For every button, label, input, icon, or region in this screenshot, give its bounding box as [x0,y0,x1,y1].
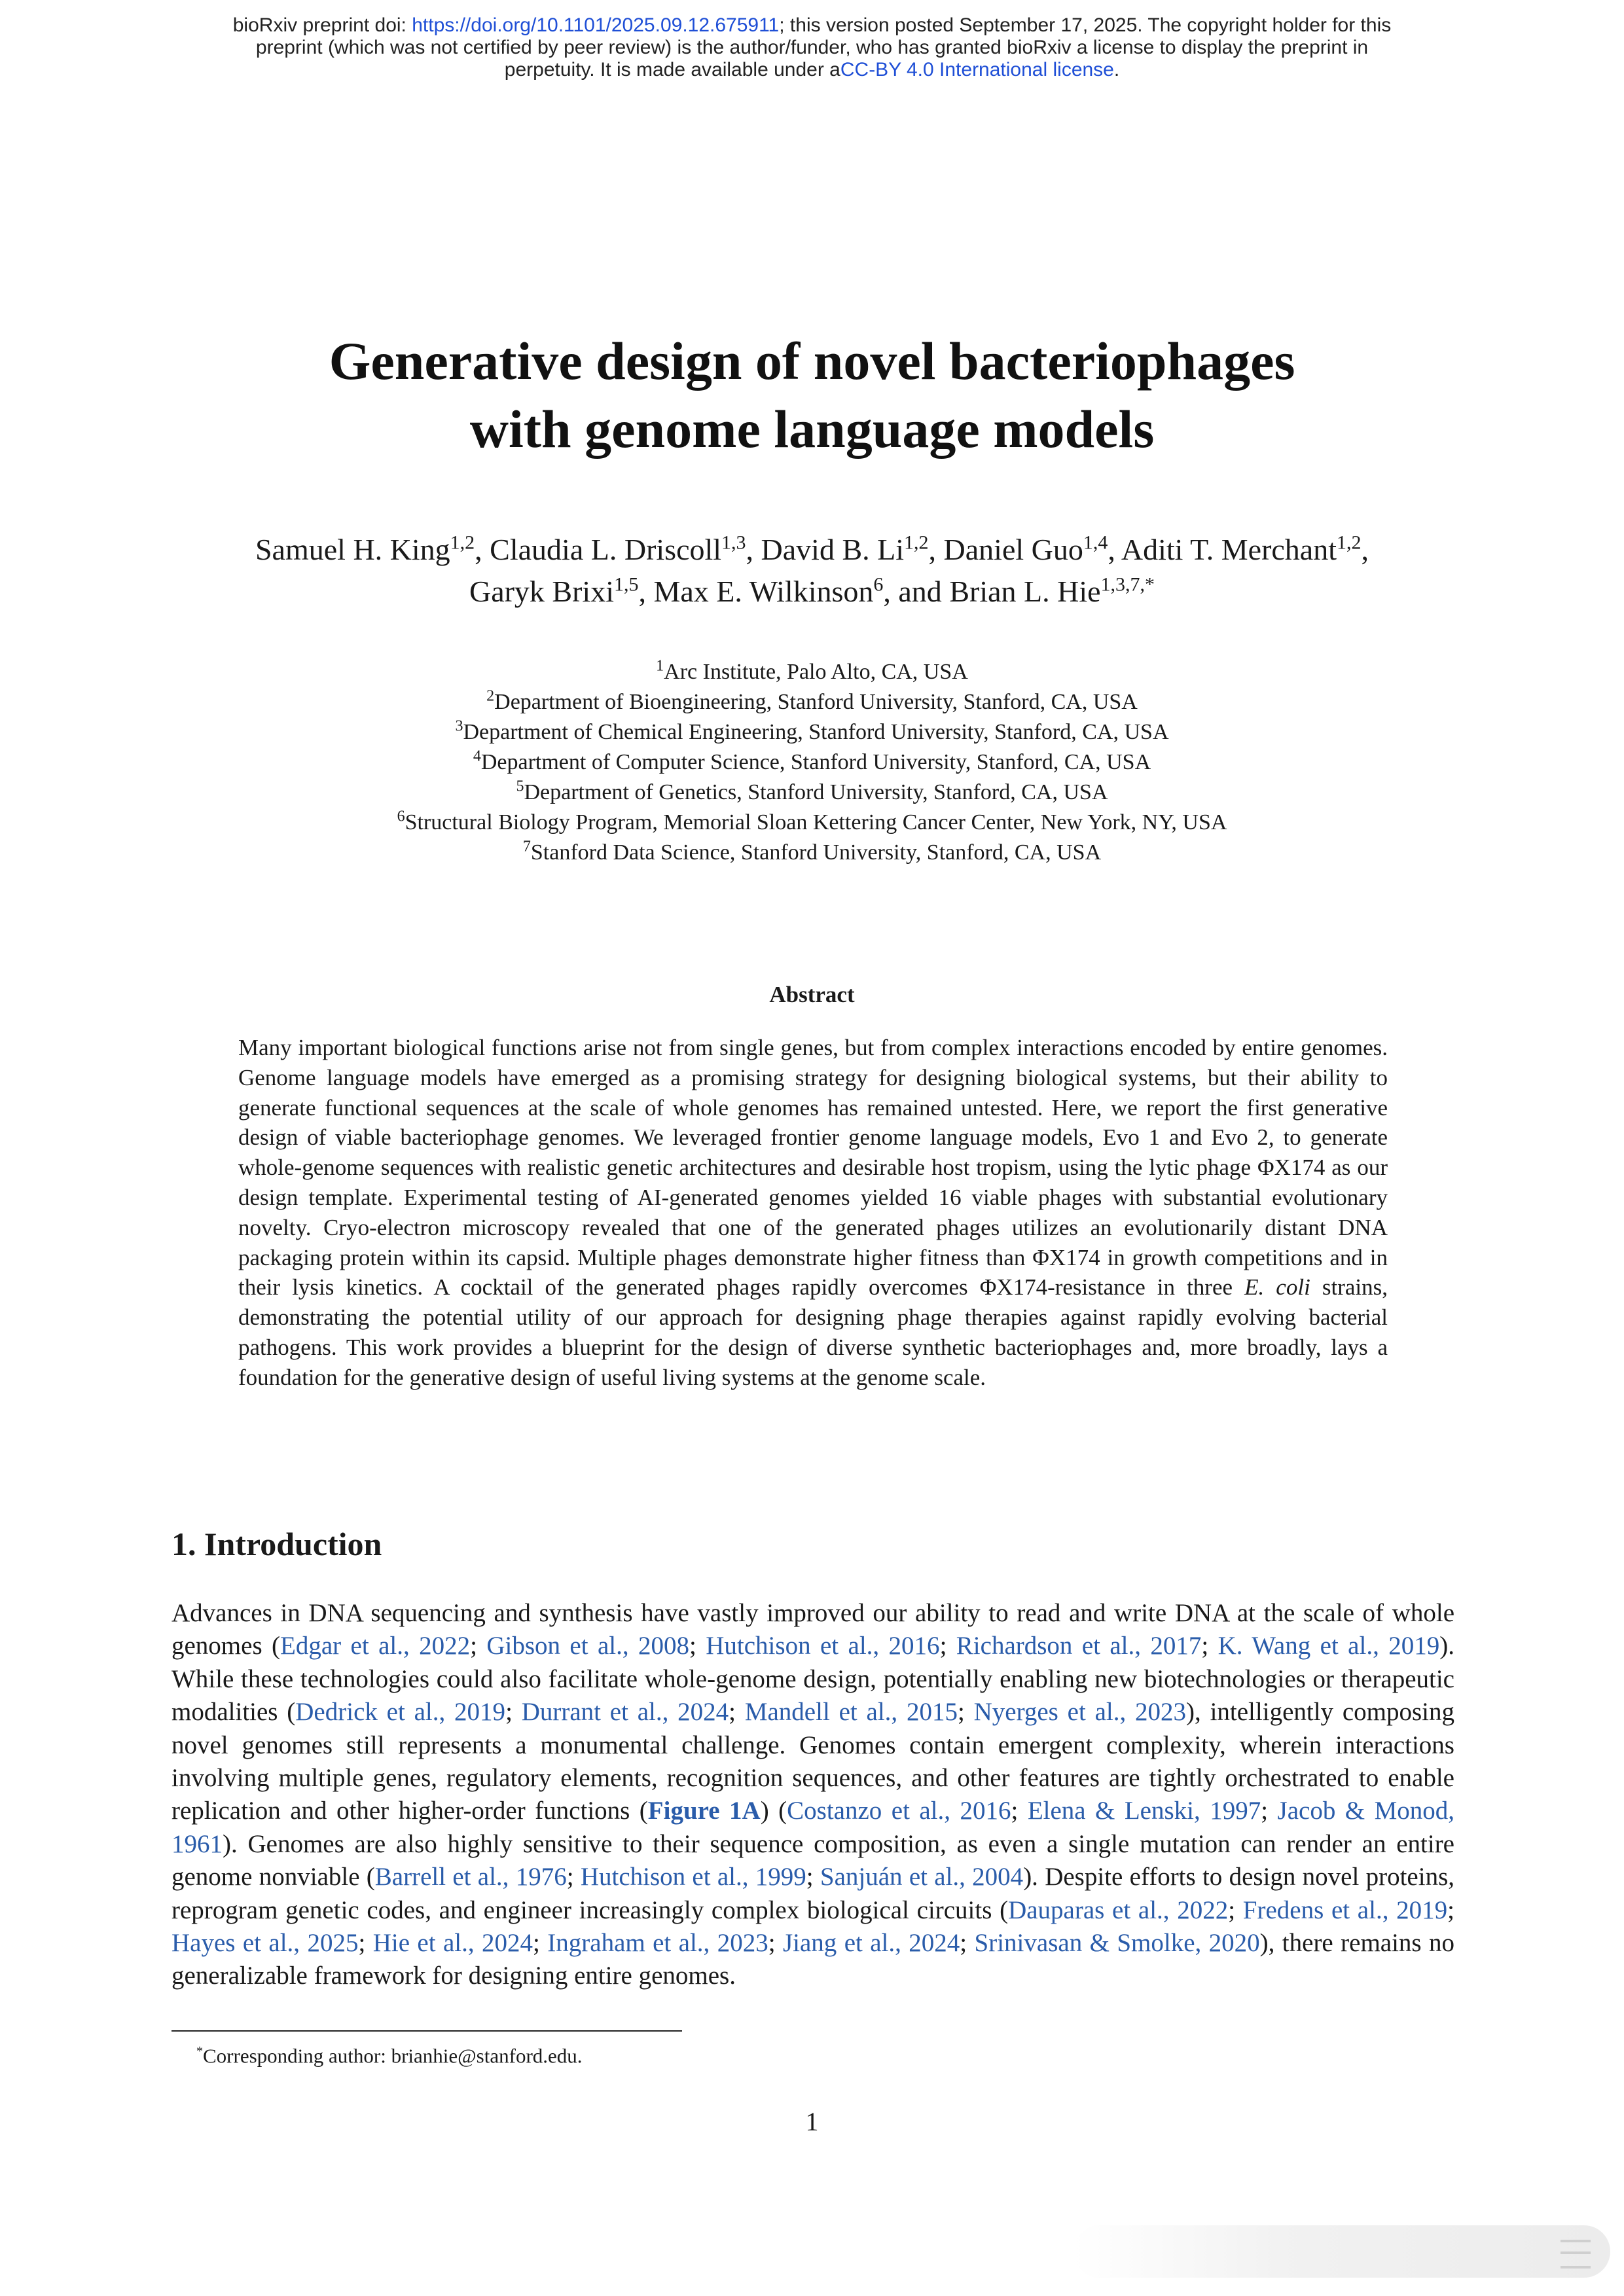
introduction-heading: 1. Introduction [171,1526,382,1562]
citation-link[interactable]: Richardson et al., 2017 [956,1632,1202,1660]
citation-link[interactable]: Srinivasan & Smolke, 2020 [974,1929,1260,1958]
citation-link[interactable]: Edgar et al., 2022 [280,1632,471,1660]
citation-link[interactable]: Sanjuán et al., 2004 [820,1863,1024,1892]
affiliation-item: $^5$Department of Genetics, Stanford University, Stanford, CA, USA [516,778,1108,804]
corresponding-author-footnote: *Corresponding author: brianhie@stanford.edu. [196,2044,583,2068]
citation-link[interactable]: K. Wang et al., 2019 [1218,1632,1440,1660]
author-affiliation-mark: 1,3,7,* [1100,573,1155,596]
affiliation-item: $^1$Arc Institute, Palo Alto, CA, USA [656,657,968,684]
title-line-2: with genome language models [469,399,1155,459]
citation-link[interactable]: Jacob & Monod, 1961 [171,1797,1455,1858]
author-name: Daniel Guo [943,533,1083,566]
affiliation-item: $^2$Department of Bioengineering, Stanford University, Stanford, CA, USA [486,687,1138,714]
notice-line-2: preprint (which was not certified by peer review) is the author/funder, who has granted bioRxiv a license to display the preprint in [255,37,1369,58]
abstract-heading: Abstract [769,982,855,1007]
author-affiliation-mark: 6 [873,573,884,596]
affiliation-item: $^7$Stanford Data Science, Stanford University, Stanford, CA, USA [522,838,1102,865]
preprint-notice [0,14,1624,81]
author-affiliation-mark: 1,3 [721,531,746,554]
citation-link[interactable]: Hie et al., 2024 [372,1929,533,1958]
citation-link[interactable]: Elena & Lenski, 1997 [1027,1797,1261,1825]
citation-link[interactable]: Hayes et al., 2025 [171,1929,359,1958]
citation-link[interactable]: Fredens et al., 2019 [1242,1895,1448,1924]
author-line-1: Samuel H. King$^{1,2}$, Claudia L. Driscoll$^{1,3}$, David B. Li$^{1,2}$, Daniel Guo$^{1,4}$, Aditi T. Merchant$^{1,2}$, [255,531,1369,566]
paper-title [0,327,1624,463]
author-name: Max E. Wilkinson [653,575,874,608]
title-line-1: Generative design of novel bacteriophages [329,331,1295,391]
notice-line-3: perpetuity. It is made available under aCC-BY 4.0 International license. [504,59,1120,81]
author-list [0,529,1624,613]
citation-link[interactable]: Dedrick et al., 2019 [295,1698,506,1727]
author-name: Samuel H. King [255,533,450,566]
affiliation-list [0,657,1624,868]
citation-link[interactable]: Dauparas et al., 2022 [1008,1895,1229,1924]
author-affiliation-mark: 1,2 [1337,531,1362,554]
author-affiliation-mark: 1,2 [450,531,475,554]
introduction-body: Advances in DNA sequencing and synthesis have vastly improved our ability to read and write DNA at the scale of whole genomes (Edgar et al., 2022; Gibson et al., 2008; Hutchison et al., 2016; Richardson et al., 2017; K. Wang et al., 2019). While these technologies could also facilitate whole-genome design, potentially enabling new biotechnologies or therapeutic modalities (Dedrick et al., 2019; Durrant et al., 2024; Mandell et al., 2015; Nyerges et al., 2023), intelligently composing novel genomes still represents a monumental challenge. Genomes contain emergent complexity, wherein interactions involving multiple genes, regulatory elements, recognition sequences, and other features are tightly orchestrated to enable replication and other higher-order functions (Figure 1A) (Costanzo et al., 2016; Elena & Lenski, 1997; Jacob & Monod, 1961). Genomes are also highly sensitive to their sequence composition, as even a single mutation can render an entire genome nonviable (Barrell et al., 1976; Hutchison et al., 1999; Sanjuán et al., 2004). Despite efforts to design novel proteins, reprogram genetic codes, and engineer increasingly complex biological circuits (Dauparas et al., 2022; Fredens et al., 2019; Hayes et al., 2025; Hie et al., 2024; Ingraham et al., 2023; Jiang et al., 2024; Srinivasan & Smolke, 2020), there remains no generalizable framework for designing entire genomes. [171,1599,1455,1990]
citation-link[interactable]: Hutchison et al., 1999 [580,1863,806,1892]
author-affiliation-mark: 1,5 [613,573,639,596]
citation-link[interactable]: Durrant et al., 2024 [521,1698,729,1727]
abstract-body: Many important biological functions arise not from single genes, but from complex interactions encoded by entire genomes. Genome language models have emerged as a promising strategy for designing biological systems, but their ability to generate functional sequences at the scale of whole genomes has remained untested. Here, we report the first generative design of viable bacteriophage genomes. We leveraged frontier genome language models, Evo 1 and Evo 2, to generate whole-genome sequences with realistic genetic architectures and desirable host tropism, using the lytic phage ΦX174 as our design template. Experimental testing of AI-generated genomes yielded 16 viable phages with substantial evolutionary novelty. Cryo-electron microscopy revealed that one of the generated phages utilizes an evolutionarily distant DNA packaging protein within its capsid. Multiple phages demonstrate higher fitness than ΦX174 in growth competitions and in their lysis kinetics. A cocktail of the generated phages rapidly overcomes ΦX174-resistance in three E. coli strains, demonstrating the potential utility of our approach for designing phage therapies against rapidly evolving bacterial pathogens. This work provides a blueprint for the design of diverse synthetic bacteriophages and, more broadly, lays a foundation for the generative design of useful living systems at the genome scale. [238,1035,1388,1390]
author-affiliation-mark: 1,4 [1083,531,1108,554]
citation-link[interactable]: Costanzo et al., 2016 [787,1797,1011,1825]
affiliation-item: $^3$Department of Chemical Engineering, Stanford University, Stanford, CA, USA [455,717,1169,744]
citation-link[interactable]: Mandell et al., 2015 [744,1698,958,1727]
citation-link[interactable]: Ingraham et al., 2023 [547,1929,768,1958]
figure-reference-link[interactable]: Figure 1A [647,1797,761,1825]
page-number: 1 [805,2107,819,2136]
affiliation-item: $^6$Structural Biology Program, Memorial Sloan Kettering Cancer Center, New York, NY, USA [397,808,1227,834]
affiliation-item: $^4$Department of Computer Science, Stanford University, Stanford, CA, USA [473,747,1151,774]
page-scroll-widget[interactable] [1074,2225,1610,2278]
license-link[interactable]: CC-BY 4.0 International license [840,59,1114,81]
author-name: Aditi T. Merchant [1121,533,1337,566]
footnote-divider [171,2030,682,2032]
author-name: Garyk Brixi [469,575,614,608]
notice-line-1: bioRxiv preprint doi: https://doi.org/10.1101/2025.09.12.675911; this version posted September 17, 2025. The copyright holder for this [232,14,1392,36]
citation-link[interactable]: Gibson et al., 2008 [486,1632,690,1660]
menu-handle-icon[interactable] [1561,2240,1591,2269]
author-name: Brian L. Hie [949,575,1101,608]
citation-link[interactable]: Barrell et al., 1976 [374,1863,567,1892]
author-affiliation-mark: 1,2 [904,531,929,554]
author-line-2: Garyk Brixi$^{1,5}$, Max E. Wilkinson$^6$, and Brian L. Hie$^{1,3,7,*}$ [469,573,1155,608]
author-name: Claudia L. Driscoll [490,533,722,566]
author-name: David B. Li [761,533,905,566]
species-name: E. coli [1244,1274,1310,1300]
citation-link[interactable]: Nyerges et al., 2023 [973,1698,1187,1727]
citation-link[interactable]: Jiang et al., 2024 [782,1929,960,1958]
citation-link[interactable]: Hutchison et al., 2016 [706,1632,940,1660]
doi-link[interactable]: https://doi.org/10.1101/2025.09.12.675911 [412,14,780,36]
